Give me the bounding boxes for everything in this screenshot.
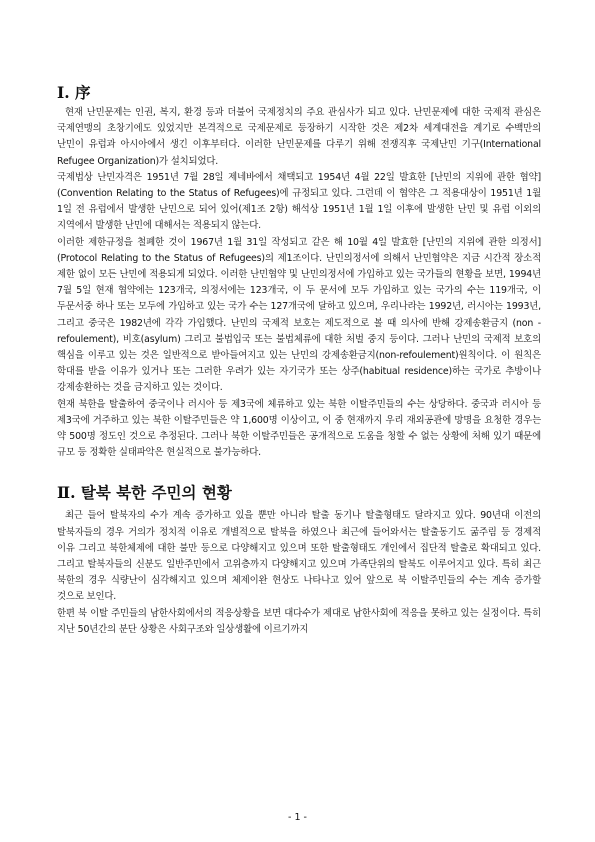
section-1-paragraph-3: 이러한 제한규정을 철폐한 것이 1967년 1월 31일 작성되고 같은 해 10월 4일 발효한 [난민의 지위에 관한 의정서](Protocol Relating to the Status of Refugees)의 제1조이다. 난민의정서에 의해서 난민협약은 지금 시간적 장소적 제한 없이 모든 난민에 적용되게 되었다. 이러한 난민협약 및 난민의정서에 가입하고 있는 국가들의 현황을 보면, 1994년 7월 5일 현재 협약에는 123개국, 의정서에는 123개국, 이 두 문서에 모두 가입하고 있는 국가의 수는 119개국, 이 두문서중 하나 또는 모두에 가입하고 있는 국가 수는 127개국에 달하고 있으며, 우리나라는 1992년, 러시아는 1993년, 그리고 중국은 1982년에 각각 가입했다. 난민의 국제적 보호는 제도적으로 볼 때 의사에 반해 강제송환금지 (non - refoulement), 비호(asylum) 그리고 불법입국 또는 불법체류에 대한 처벌 중지 등이다. 그러나 난민의 국제적 보호의 핵심을 이루고 있는 것은 일반적으로 받아들여지고 있는 난민의 강제송환금지(non-refoulement)원칙이다. 이 원칙은 학대를 받을 이유가 있거나 또는 그러한 우려가 있는 자기국가 또는 상주(habitual residence)하는 국가로 추방이나 강제송환하는 것을 금지하고 있는 것이다. <box>57 236 541 394</box>
section-2-paragraph-2: 한편 북 이탈 주민들의 남한사회에서의 적응상황을 보면 대다수가 제대로 남한사회에 적응을 못하고 있는 실정이다. 특히 지난 50년간의 분단 상황은 사회구조와 일상생활에 이르기까지 <box>57 607 541 635</box>
page-body <box>57 83 541 638</box>
section-2-heading: Ⅱ. 탈북 북한 주민의 현황 <box>57 483 232 503</box>
section-1-paragraph-2: 국제법상 난민자격은 1951년 7월 28일 제네바에서 채택되고 1954년 4월 22일 발효한 [난민의 지위에 관한 협약](Convention Relating to the Status of Refugees)에 규정되고 있다. 그런데 이 협약은 그 적용대상이 1951년 1월 1일 전 유럽에서 발생한 난민으로 되어 있어(제1조 2항) 해석상 1951년 1월 1일 이후에 발생한 난민 및 유럽 이외의 지역에서 발생한 난민에 대해서는 적용되지 않는다. <box>57 171 541 232</box>
section-1-paragraph-4: 현재 북한을 탈출하여 중국이나 러시아 등 제3국에 체류하고 있는 북한 이탈주민들의 수는 상당하다. 중국과 러시아 등 제3국에 거주하고 있는 북한 이탈주민들은 약 1,600명 이상이고, 이 중 현재까지 우리 재외공관에 망명을 요청한 경우는 약 500명 정도인 것으로 추정된다. 그러나 북한 이탈주민들은 공개적으로 도움을 청할 수 없는 상황에 처해 있기 때문에 규모 등 정확한 실태파악은 현실적으로 불가능하다. <box>57 398 541 459</box>
section-2-paragraph-1: 최근 들어 탈북자의 수가 계속 증가하고 있을 뿐만 아니라 탈출 동기나 탈출형태도 달라지고 있다. 90년대 이전의 탈북자들의 경우 거의가 정치적 이유로 개별적으로 탈북을 하였으나 최근에 들어와서는 탈출동기도 굶주림 등 경제적 이유 그리고 북한체제에 대한 불만 등으로 다양해지고 있으며 또한 탈출형태도 개인에서 집단적 탈출로 확대되고 있다. 그리고 탈북자들의 신분도 일반주민에서 고위층까지 다양해지고 있으며 가족단위의 탈북도 이루어지고 있다. 특히 최근 북한의 경우 식량난이 심각해지고 있으며 체제이완 현상도 나타나고 있어 앞으로 북 이탈주민들의 수는 계속 증가할 것으로 보인다. <box>57 510 541 603</box>
section-1-paragraph-1: 현재 난민문제는 인권, 복지, 환경 등과 더불어 국제정치의 주요 관심사가 되고 있다. 난민문제에 대한 국제적 관심은 국제연맹의 초창기에도 있었지만 본격적으로 국제문제로 등장하기 시작한 것은 제2차 세계대전을 계기로 수백만의 난민이 유럽과 아시아에서 생긴 이후부터다. 이러한 난민문제를 다루기 위해 전쟁직후 국제난민 기구(International Refugee Organization)가 설치되었다. <box>57 107 541 167</box>
page-number: - 1 - <box>288 812 307 823</box>
section-1-heading: Ⅰ. 序 <box>57 83 91 102</box>
